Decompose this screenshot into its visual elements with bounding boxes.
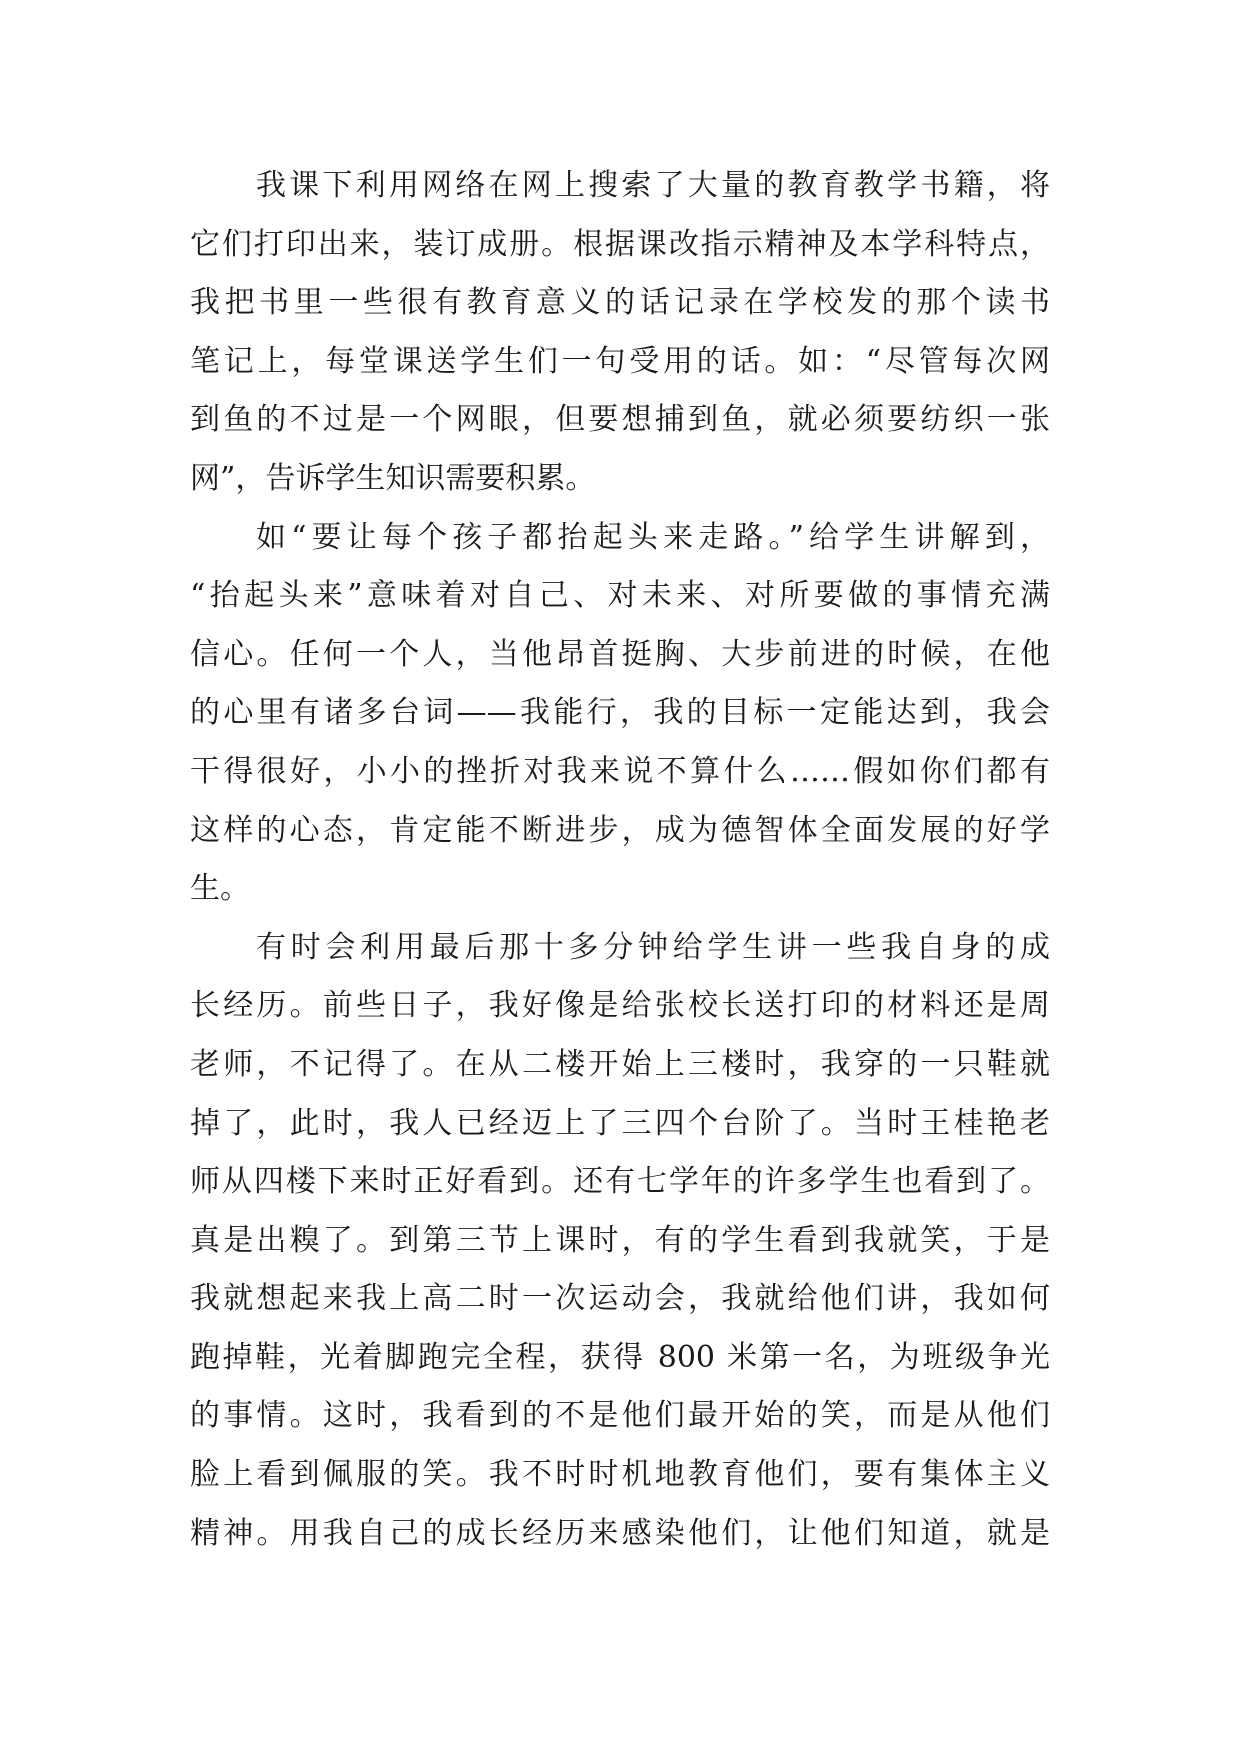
paragraph-2-line-6: 这样的心态，肯定能不断进步，成为德智体全面发展的好学 bbox=[190, 812, 1050, 848]
paragraph-1-line-4: 笔记上，每堂课送学生们一句受用的话。如：“尽管每次网 bbox=[190, 343, 1050, 379]
paragraph-3-line-2: 长经历。前些日子，我好像是给张校长送打印的材料还是周 bbox=[190, 988, 1050, 1024]
paragraph-2-line-4: 的心里有诸多台词——我能行，我的目标一定能达到，我会 bbox=[190, 695, 1050, 731]
paragraph-1-line-2: 它们打印出来，装订成册。根据课改指示精神及本学科特点， bbox=[190, 226, 1050, 262]
paragraph-1-line-5: 到鱼的不过是一个网眼，但要想捕到鱼，就必须要纺织一张 bbox=[190, 402, 1050, 438]
paragraph-2-line-5: 干得很好，小小的挫折对我来说不算什么……假如你们都有 bbox=[190, 753, 1050, 789]
paragraph-2-line-7: 生。 bbox=[190, 871, 250, 907]
paragraph-3-line-8: 跑掉鞋，光着脚跑完全程，获得 800 米第一名，为班级争光 bbox=[190, 1339, 1050, 1375]
paragraph-1-line-1: 我课下利用网络在网上搜索了大量的教育教学书籍，将 bbox=[256, 168, 1050, 203]
paragraph-3-line-10: 脸上看到佩服的笑。我不时时机地教育他们，要有集体主义 bbox=[190, 1457, 1050, 1493]
paragraph-2-line-1: 如“要让每个孩子都抬起头来走路。”给学生讲解到， bbox=[256, 519, 1050, 555]
paragraph-3-line-11: 精神。用我自己的成长经历来感染他们，让他们知道，就是 bbox=[190, 1515, 1050, 1551]
paragraph-2-line-3: 信心。任何一个人，当他昂首挺胸、大步前进的时候，在他 bbox=[190, 636, 1050, 672]
paragraph-1-line-3: 我把书里一些很有教育意义的话记录在学校发的那个读书 bbox=[190, 285, 1050, 321]
paragraph-3-line-1: 有时会利用最后那十多分钟给学生讲一些我自身的成 bbox=[256, 929, 1050, 965]
paragraph-2-line-2: “抬起头来”意味着对自己、对未来、对所要做的事情充满 bbox=[190, 578, 1050, 614]
paragraph-3-line-4: 掉了，此时，我人已经迈上了三四个台阶了。当时王桂艳老 bbox=[190, 1105, 1050, 1141]
paragraph-3-line-3: 老师，不记得了。在从二楼开始上三楼时，我穿的一只鞋就 bbox=[190, 1046, 1050, 1082]
paragraph-1-line-6: 网”，告诉学生知识需要积累。 bbox=[190, 460, 596, 496]
paragraph-3-line-9: 的事情。这时，我看到的不是他们最开始的笑，而是从他们 bbox=[190, 1398, 1050, 1434]
paragraph-3-line-7: 我就想起来我上高二时一次运动会，我就给他们讲，我如何 bbox=[190, 1281, 1050, 1317]
paragraph-3-line-5: 师从四楼下来时正好看到。还有七学年的许多学生也看到了。 bbox=[190, 1164, 1050, 1200]
body-text bbox=[190, 157, 1050, 1563]
paragraph-3-line-6: 真是出糗了。到第三节上课时，有的学生看到我就笑，于是 bbox=[190, 1222, 1050, 1258]
